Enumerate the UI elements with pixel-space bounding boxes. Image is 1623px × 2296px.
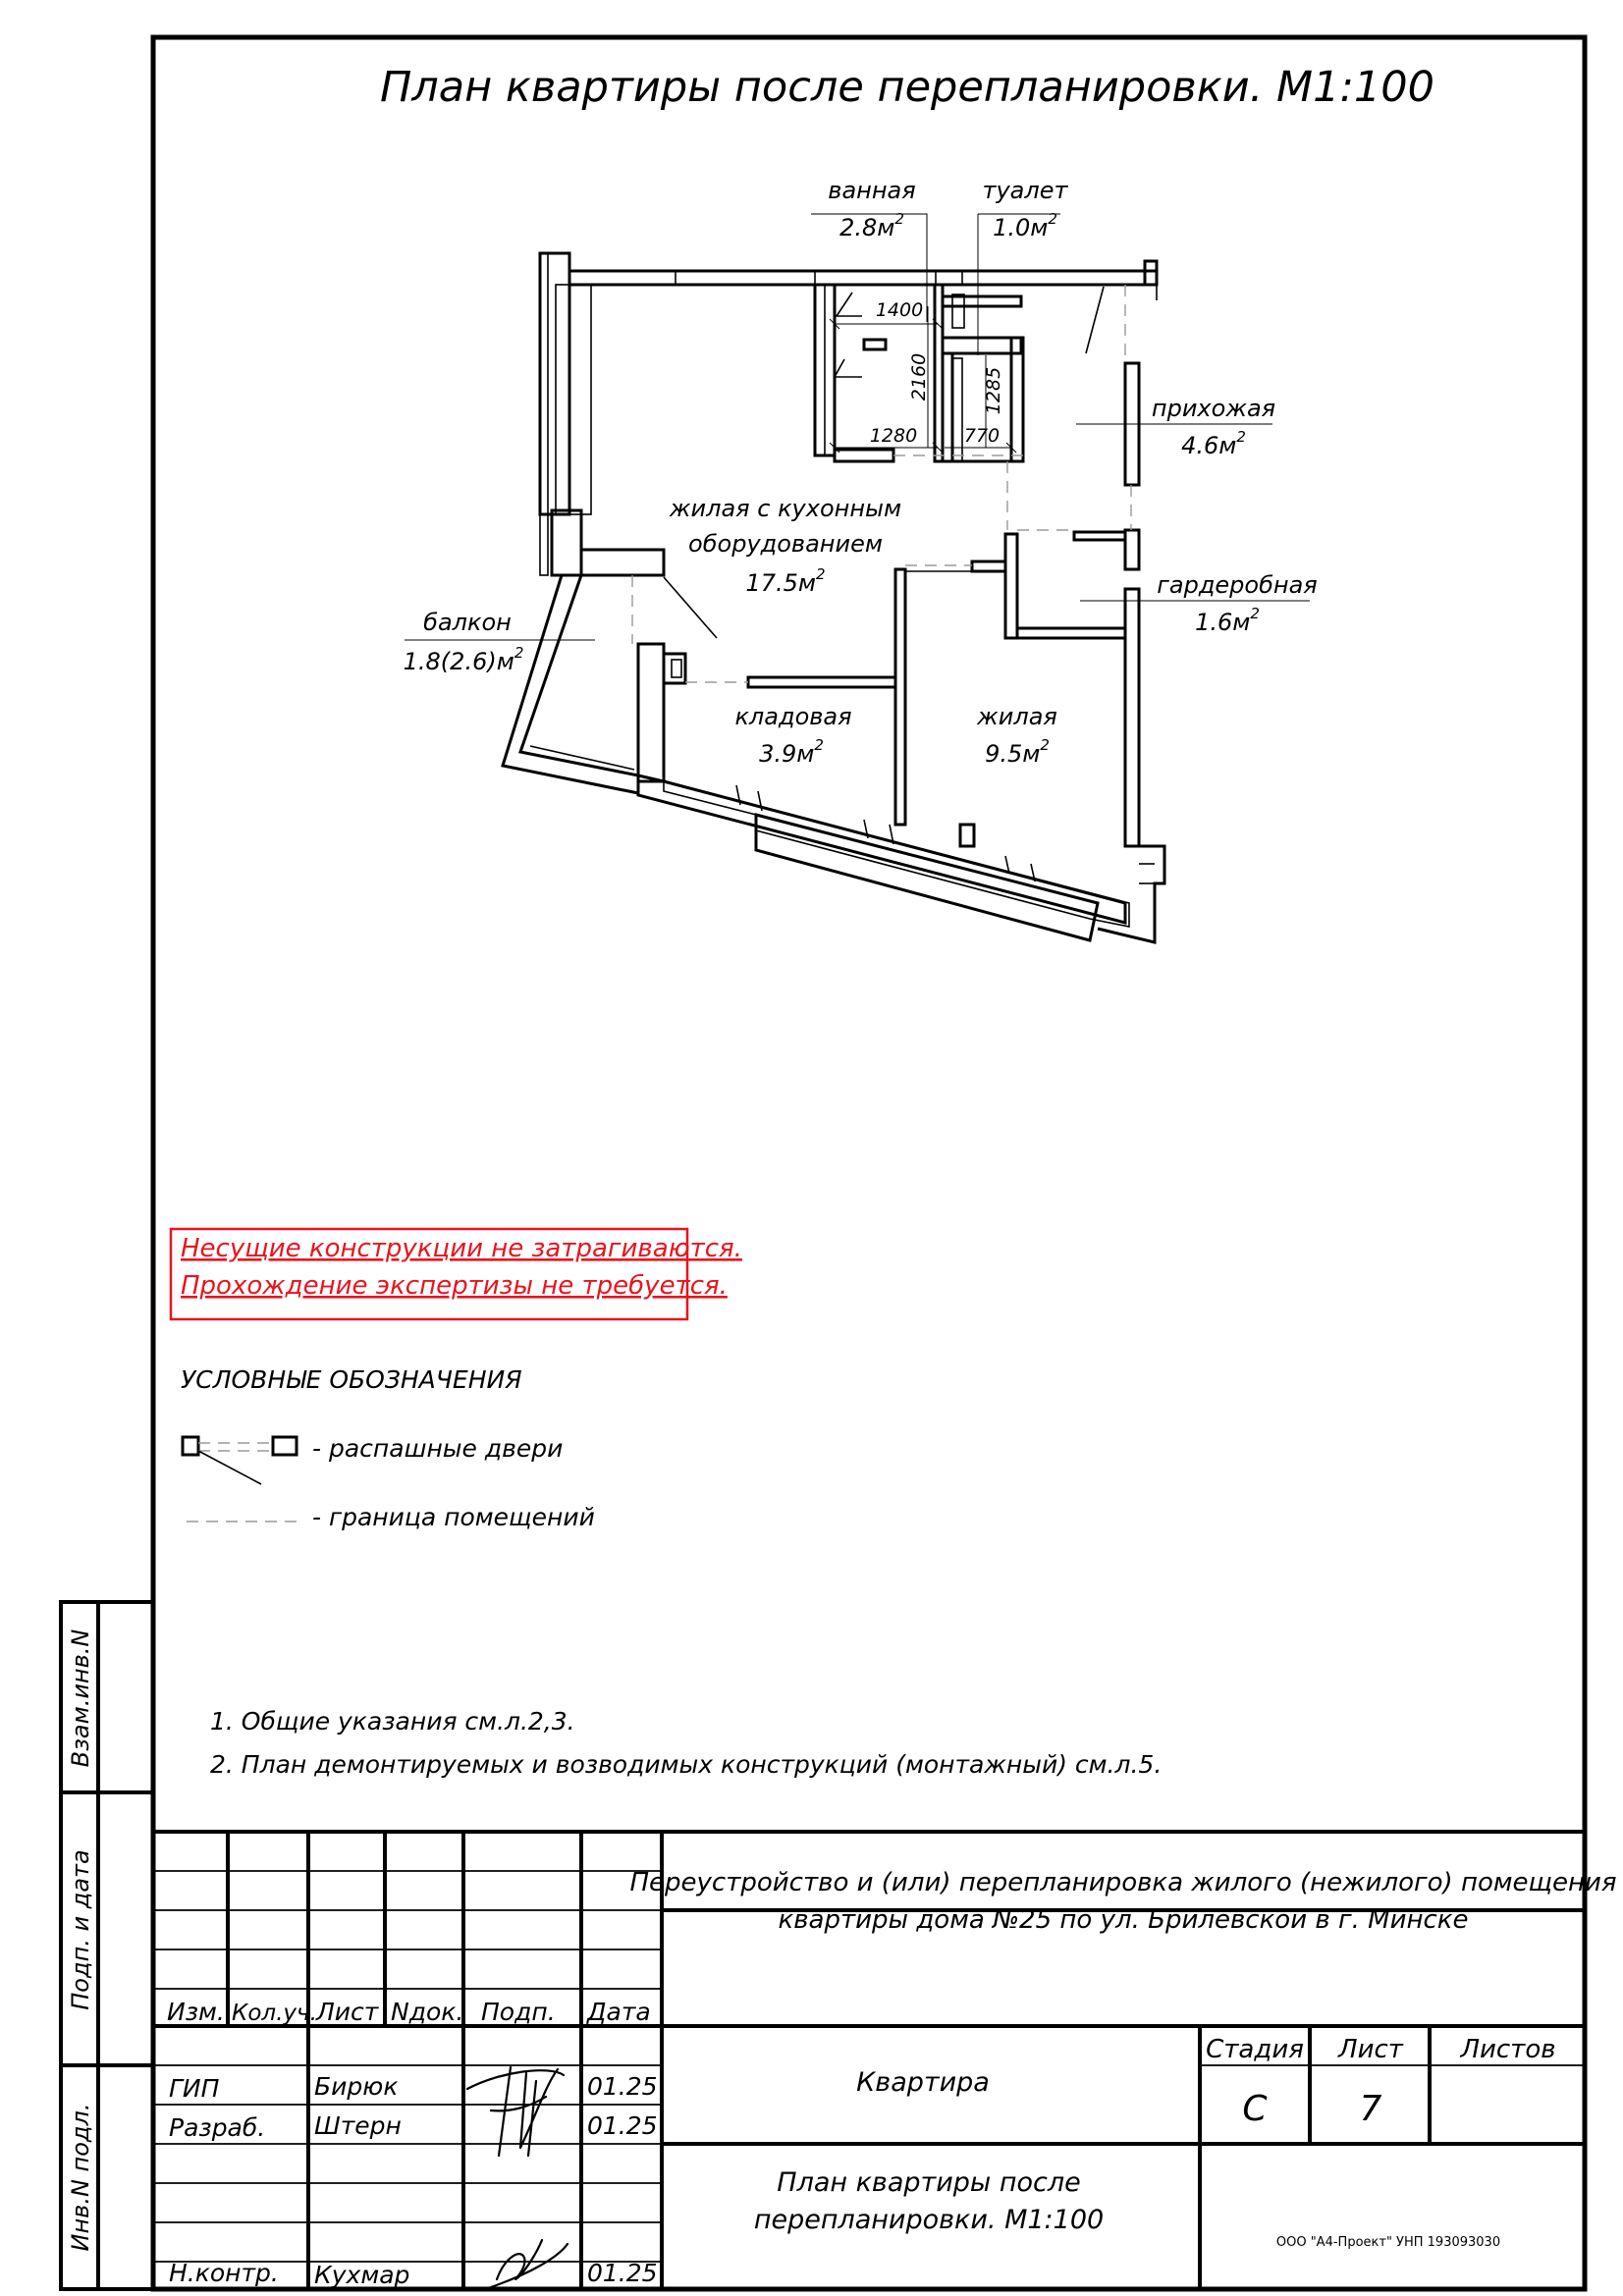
room-area-bath: 2.8м bbox=[839, 214, 895, 241]
room-name-storage: кладовая bbox=[734, 703, 852, 730]
col-header-podp: Подп. bbox=[481, 1998, 556, 2026]
room-boundaries bbox=[632, 285, 1131, 682]
note-1: 1. Общие указания см.л.2,3. bbox=[210, 1707, 575, 1735]
sheet-label: Лист bbox=[1338, 2035, 1403, 2064]
svg-text:2.8м2: $2.8м^2$ bbox=[839, 210, 904, 241]
dim-1285: 1285 bbox=[983, 366, 1004, 415]
wall-lower-left bbox=[638, 644, 685, 781]
sheet-frame bbox=[153, 37, 1585, 2289]
room-name-bath: ванная bbox=[828, 177, 916, 204]
date-nkontr: 01.25 bbox=[587, 2259, 658, 2287]
room-name-wardrobe: гардеробная bbox=[1157, 571, 1318, 599]
name-razrab: Штерн bbox=[314, 2111, 402, 2140]
svg-text:9.5м2: $9.5м^2$ bbox=[985, 736, 1050, 768]
sheet-value: 7 bbox=[1359, 2089, 1382, 2129]
room-area-storage: 3.9м bbox=[759, 740, 815, 768]
warning-line-1: Несущие конструкции не затрагиваются. bbox=[181, 1234, 742, 1263]
side-label-inv: Инв.N подл. bbox=[67, 2103, 94, 2252]
svg-text:4.6м2: $4.6м^2$ bbox=[1181, 428, 1246, 459]
dim-770: 770 bbox=[963, 425, 1001, 447]
sheet-title-1: План квартиры после bbox=[777, 2167, 1081, 2198]
side-label-vzam: Взам.инв.N bbox=[67, 1629, 94, 1768]
name-nkontr: Кухмар bbox=[314, 2261, 410, 2289]
col-header-list: Лист bbox=[316, 1998, 379, 2026]
notes bbox=[210, 1707, 1162, 1779]
legend-boundary-label: - граница помещений bbox=[312, 1503, 595, 1531]
svg-text:1.6м2: $1.6м^2$ bbox=[1195, 605, 1260, 636]
project-title-2: квартиры дома №25 по ул. Брилевской в г. Минске bbox=[778, 1905, 1469, 1935]
col-header-ndok: Nдок. bbox=[391, 1998, 464, 2026]
col-header-kol: Кол.уч. bbox=[232, 2001, 317, 2026]
room-name-living-kitchen-2: оборудованием bbox=[688, 530, 883, 558]
dim-1400: 1400 bbox=[875, 299, 924, 321]
room-area-toilet: 1.0м bbox=[993, 214, 1049, 241]
warning-line-2: Прохождение экспертизы не требуется. bbox=[181, 1271, 728, 1301]
legend-doors-label: - распашные двери bbox=[312, 1434, 564, 1463]
date-gip: 01.25 bbox=[587, 2072, 658, 2101]
company-stamp: ООО "А4-Проект" УНП 193093030 bbox=[1275, 2235, 1501, 2250]
legend-door-icon bbox=[183, 1437, 297, 1484]
role-razrab: Разраб. bbox=[169, 2113, 266, 2142]
object-name: Квартира bbox=[856, 2067, 990, 2098]
side-strip bbox=[61, 1602, 153, 2289]
room-area-living-kitchen: 17.5м bbox=[745, 569, 816, 597]
room-area-balcony: 1.8(2.6)м bbox=[403, 648, 514, 675]
signature-nkontr bbox=[491, 2240, 568, 2287]
col-header-izm: Изм. bbox=[167, 1998, 225, 2026]
svg-text:1.0м2: $1.0м^2$ bbox=[993, 210, 1057, 241]
project-title-1: Переустройство и (или) перепланировка жилого (нежилого) помещения bbox=[629, 1868, 1617, 1897]
room-name-hall: прихожая bbox=[1151, 395, 1276, 422]
svg-text:3.9м2: $3.9м^2$ bbox=[759, 736, 824, 768]
signature-gip bbox=[467, 2067, 564, 2156]
name-gip: Бирюк bbox=[314, 2072, 399, 2101]
svg-text:17.5м2: $17.5м^2$ bbox=[745, 565, 826, 597]
balcony-outline bbox=[503, 575, 638, 793]
room-area-wardrobe: 1.6м bbox=[1195, 609, 1251, 636]
wall-diagonal-facade bbox=[638, 775, 1164, 942]
dimension-labels bbox=[870, 299, 1004, 447]
warning-box bbox=[171, 1229, 742, 1319]
wall-top bbox=[569, 261, 1157, 285]
stage-label: Стадия bbox=[1206, 2035, 1304, 2064]
col-header-data: Дата bbox=[587, 1998, 651, 2026]
room-name-living: жилая bbox=[977, 703, 1057, 730]
role-nkontr: Н.контр. bbox=[169, 2259, 279, 2287]
stage-value: С bbox=[1242, 2089, 1268, 2129]
room-name-toilet: туалет bbox=[982, 177, 1068, 204]
svg-text:1.8(2.6)м2: $1.8(2.6)м^2$ bbox=[403, 644, 524, 675]
dim-2160: 2160 bbox=[908, 352, 930, 401]
date-razrab: 01.25 bbox=[587, 2111, 658, 2140]
wall-left-facade bbox=[540, 253, 664, 575]
legend-title: УСЛОВНЫЕ ОБОЗНАЧЕНИЯ bbox=[181, 1365, 522, 1394]
room-name-living-kitchen-1: жилая с кухонным bbox=[669, 495, 902, 522]
sheets-label: Листов bbox=[1460, 2035, 1556, 2064]
wall-right bbox=[1125, 285, 1157, 846]
side-label-podp: Подп. и дата bbox=[67, 1849, 94, 2010]
drawing-title: План квартиры после перепланировки. М1:100 bbox=[379, 63, 1435, 112]
dim-1280: 1280 bbox=[869, 425, 918, 447]
role-gip: ГИП bbox=[169, 2074, 220, 2103]
legend bbox=[181, 1365, 595, 1531]
title-block bbox=[153, 1832, 1617, 2289]
room-area-living: 9.5м bbox=[985, 740, 1041, 768]
note-2: 2. План демонтируемых и возводимых конструкций (монтажный) см.л.5. bbox=[210, 1750, 1163, 1779]
room-name-balcony: балкон bbox=[423, 609, 512, 636]
room-area-hall: 4.6м bbox=[1181, 432, 1237, 459]
sheet-title-2: перепланировки. М1:100 bbox=[753, 2205, 1105, 2235]
